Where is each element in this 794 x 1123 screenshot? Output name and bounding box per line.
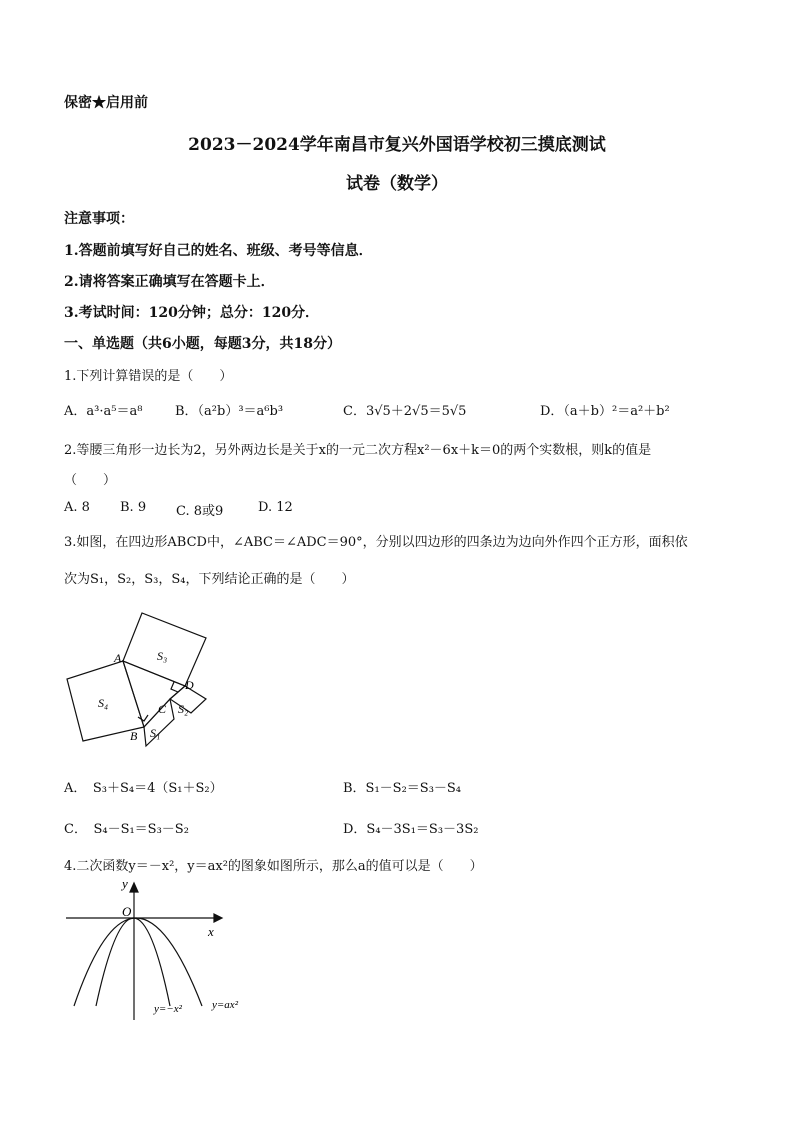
q2-stem-line1: 2.等腰三角形一边长为2，另外两边长是关于x的一元二次方程x²－6x＋k＝0的两个实数根，则k的值是	[64, 443, 652, 458]
quadrilateral-abcd	[123, 661, 185, 727]
notice-item-3: 3.考试时间：120分钟；总分：120分．	[64, 305, 320, 321]
origin-label: O	[122, 904, 132, 919]
curve2-label: y=ax²	[212, 999, 238, 1011]
label-s4: S₄	[98, 696, 109, 710]
label-s1: S₁	[150, 726, 161, 740]
q3-stem-line2: 次为S₁，S₂，S₃，S₄，下列结论正确的是（ ）	[64, 572, 355, 587]
notice-heading: 注意事项：	[64, 211, 134, 227]
curve1-label: y=−x²	[154, 1003, 182, 1015]
q3-stem-line1: 3.如图，在四边形ABCD中，∠ABC＝∠ADC＝90°，分别以四边形的四条边为边向外作四个正方形，面积依	[64, 535, 688, 550]
q3-option-a: A． S₃＋S₄＝4（S₁＋S₂）	[64, 781, 223, 796]
q2-option-c: C. 8或9	[176, 504, 224, 519]
q3-option-d: D．S₄－3S₁＝S₃－3S₂	[343, 822, 479, 837]
notice-item-1: 1.答题前填写好自己的姓名、班级、考号等信息．	[64, 243, 373, 259]
right-angle-d	[171, 682, 178, 692]
quadrilateral-squares-figure	[60, 605, 220, 750]
q1-option-d: D．（a＋b）²＝a²＋b²	[540, 404, 670, 419]
label-b: B	[130, 729, 138, 743]
x-axis-arrow	[214, 914, 222, 922]
label-c: C	[158, 702, 167, 716]
q2-option-d: D. 12	[258, 500, 293, 515]
q4-stem: 4.二次函数y＝－x²，y＝ax²的图象如图所示，那么a的值可以是（ ）	[64, 859, 483, 874]
y-axis-label: y	[122, 878, 128, 891]
q2-stem-line2: （ ）	[64, 473, 117, 488]
q1-option-a: A．a³·a⁵＝a⁸	[64, 404, 143, 419]
curve-y-neg-x2	[74, 918, 202, 1006]
q2-option-b: B. 9	[120, 500, 147, 515]
label-s2: S₂	[178, 702, 189, 716]
q1-option-b: B．（a²b）³＝a⁶b³	[175, 404, 284, 419]
q1-option-c: C．3√5＋2√5＝5√5	[343, 404, 467, 419]
label-d: D	[185, 678, 194, 692]
label-s3: S₃	[157, 649, 168, 663]
confidential-mark: 保密★启用前	[64, 95, 148, 111]
parabola-graph	[62, 878, 262, 1023]
page-title: 2023－2024学年南昌市复兴外国语学校初三摸底测试	[188, 135, 606, 155]
right-angle-b	[138, 715, 148, 721]
x-axis-label: x	[208, 924, 214, 939]
q3-option-b: B．S₁－S₂＝S₃－S₄	[343, 781, 462, 796]
y-axis-arrow	[130, 883, 138, 892]
curve-y-ax2	[96, 918, 170, 1006]
q3-option-c: C． S₄－S₁＝S₃－S₂	[64, 822, 189, 837]
page-subtitle: 试卷（数学）	[346, 174, 448, 194]
notice-item-2: 2.请将答案正确填写在答题卡上．	[64, 274, 275, 290]
q1-stem: 1.下列计算错误的是（ ）	[64, 369, 233, 384]
section-title: 一、单选题（共6小题，每题3分，共18分）	[64, 336, 341, 352]
q2-option-a: A. 8	[64, 500, 90, 515]
label-a: A	[114, 651, 122, 665]
